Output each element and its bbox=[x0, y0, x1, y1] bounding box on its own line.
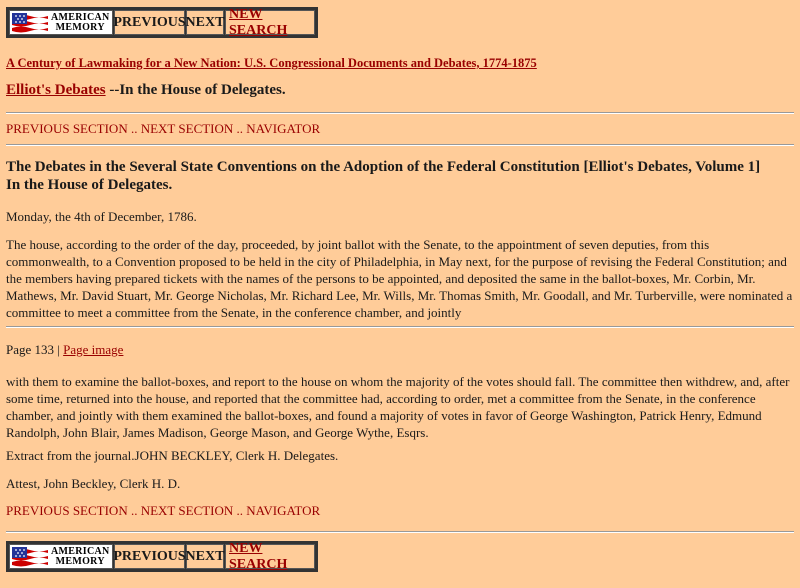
previous-button[interactable]: PREVIOUS bbox=[114, 544, 185, 569]
paragraph-2: with them to examine the ballot-boxes, and report to the house on whom the majority of the votes should fall. The committee then withdrew, and, after some time, returned into the house, and reported that the committee had, according to order, met a committee from the Senate, in the conference chamber, and jointly with them examined the ballot-boxes, and found a majority of votes in favor of George Washington, Patrick Henry, Edmund Randolph, John Blair, James Madison, George Mason, and George Wythe, Esqrs. bbox=[6, 374, 790, 440]
separator: .. bbox=[233, 121, 247, 136]
next-button[interactable]: NEXT bbox=[186, 10, 224, 35]
logo-text-line2: MEMORY bbox=[55, 555, 105, 567]
logo-text-line2: MEMORY bbox=[55, 21, 105, 33]
logo-text bbox=[51, 547, 110, 567]
elliots-debates-link[interactable]: Elliot's Debates bbox=[6, 82, 106, 98]
top-navbar bbox=[6, 7, 318, 38]
logo-text-line1: AMERICAN bbox=[51, 11, 110, 23]
attestation: Attest, John Beckley, Clerk H. D. bbox=[6, 476, 181, 491]
page-number: Page 133 | bbox=[6, 342, 64, 357]
paragraph-1: The house, according to the order of the day, proceeded, by joint ballot with the Senate, to the appointment of seven deputies, from this commonwealth, to a Convention proposed to be held in the city of Philadelphia, in May next, for the purpose of revising the Federal Constitution; and the members having prepared tickets with the names of the persons to be appointed, and deposited the same in the ballot-boxes, Mr. Corbin, Mr. Mathews, Mr. David Stuart, Mr. George Nicholas, Mr. Richard Lee, Mr. Wills, Mr. Thomas Smith, Mr. Goodall, and Mr. Turberville, were nominated a committee to meet a committee from the Senate, in the conference chamber, and jointly bbox=[6, 237, 793, 320]
new-search-link[interactable]: NEW SEARCH bbox=[229, 540, 288, 572]
divider bbox=[6, 326, 794, 328]
divider bbox=[6, 531, 794, 533]
collection-title-link[interactable]: A Century of Lawmaking for a New Nation: U.S. Congressional Documents and Debates, 1774-1875 bbox=[6, 56, 537, 70]
date-line: Monday, the 4th of December, 1786. bbox=[6, 209, 197, 224]
logo-text bbox=[51, 13, 110, 33]
page-image-link[interactable]: Page image bbox=[63, 342, 124, 357]
american-memory-logo[interactable] bbox=[9, 10, 113, 35]
new-search-link[interactable]: NEW SEARCH bbox=[229, 6, 288, 38]
navigator-link[interactable]: NAVIGATOR bbox=[246, 121, 321, 136]
new-search-cell bbox=[225, 6, 315, 38]
previous-button[interactable]: PREVIOUS bbox=[114, 10, 185, 35]
document-title-line2: In the House of Delegates. bbox=[6, 177, 173, 193]
page-header bbox=[6, 82, 286, 99]
separator: .. bbox=[127, 121, 141, 136]
page-reference bbox=[6, 341, 794, 358]
next-section-link[interactable]: NEXT SECTION bbox=[140, 121, 234, 136]
next-section-link[interactable]: NEXT SECTION bbox=[140, 503, 234, 518]
separator: .. bbox=[233, 503, 247, 518]
new-search-cell bbox=[225, 540, 315, 572]
document-title-line1: The Debates in the Several State Conventions on the Adoption of the Federal Constitution [Elliot's Debates, Volume 1] bbox=[6, 159, 761, 175]
document-title bbox=[6, 158, 796, 194]
flag-icon bbox=[12, 547, 48, 567]
section-nav-bottom bbox=[6, 503, 320, 519]
previous-section-link[interactable]: PREVIOUS SECTION bbox=[6, 121, 128, 136]
next-button[interactable]: NEXT bbox=[186, 544, 224, 569]
previous-section-link[interactable]: PREVIOUS SECTION bbox=[6, 503, 128, 518]
header-rest: --In the House of Delegates. bbox=[105, 82, 286, 98]
flag-icon bbox=[12, 13, 48, 33]
journal-extract: Extract from the journal.JOHN BECKLEY, Clerk H. Delegates. bbox=[6, 448, 339, 463]
separator: .. bbox=[127, 503, 141, 518]
bottom-navbar bbox=[6, 541, 318, 572]
divider bbox=[6, 144, 794, 146]
navigator-link[interactable]: NAVIGATOR bbox=[246, 503, 321, 518]
divider bbox=[6, 112, 794, 114]
section-nav-top bbox=[6, 121, 320, 137]
logo-text-line1: AMERICAN bbox=[51, 545, 110, 557]
american-memory-logo[interactable] bbox=[9, 544, 113, 569]
